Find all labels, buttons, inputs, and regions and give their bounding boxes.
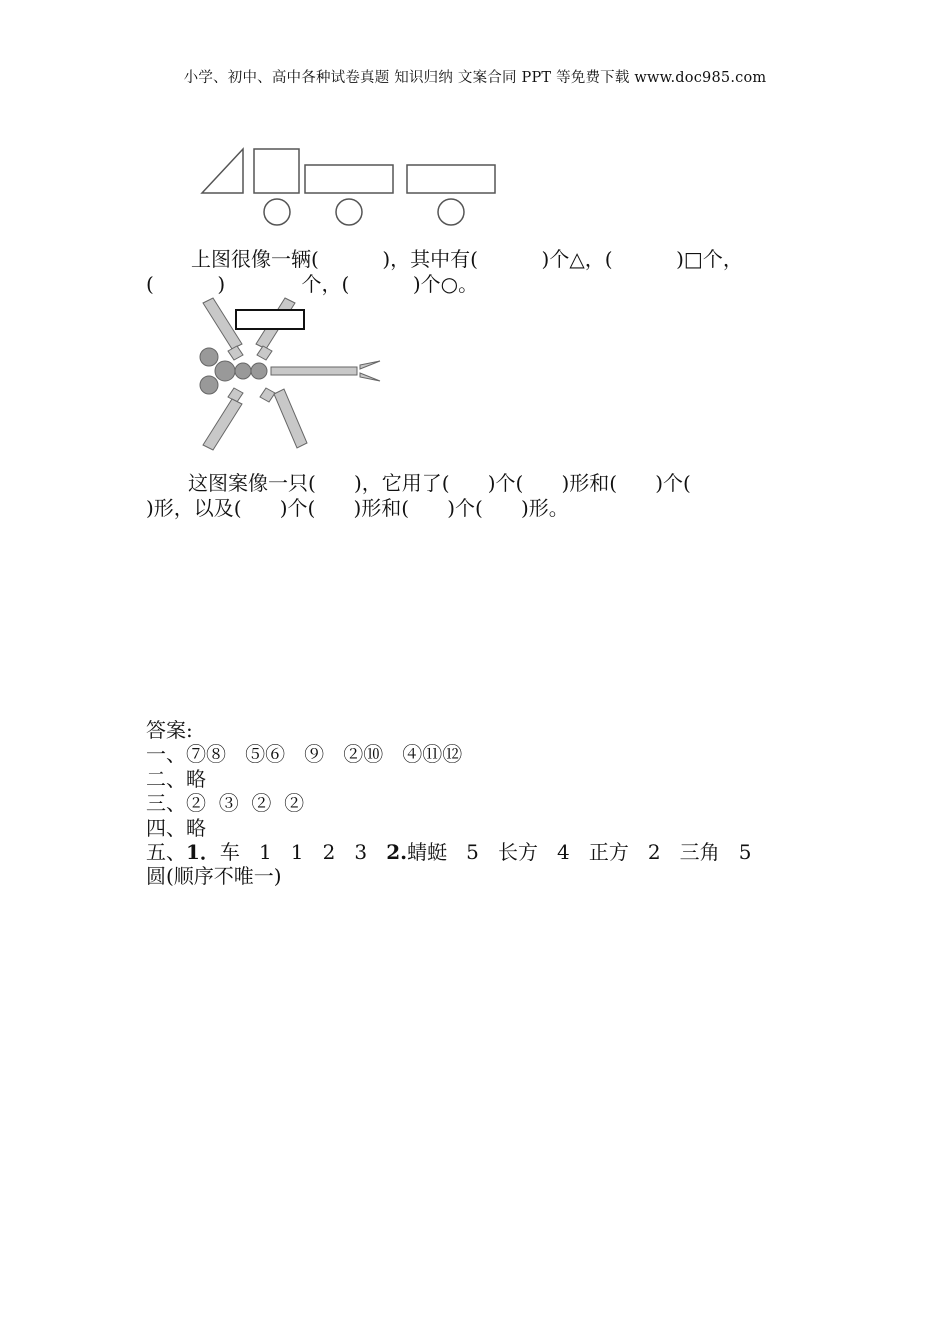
dragonfly-figure bbox=[190, 295, 390, 455]
wing-square-lower-right bbox=[260, 388, 275, 402]
answer-part-2-label: 2. bbox=[386, 840, 408, 865]
answer-row-5 bbox=[146, 840, 751, 864]
truck-rectangle-1 bbox=[305, 165, 393, 193]
truck-square bbox=[254, 149, 299, 193]
truck-triangle bbox=[202, 149, 243, 193]
tail-triangle-top bbox=[360, 361, 380, 369]
eye-circle-top bbox=[200, 348, 218, 366]
wing-rect-lower-left-long bbox=[203, 399, 242, 450]
answer-row-1: 一、⑦⑧ ⑤⑥ ⑨ ②⑩ ④⑪⑫ bbox=[146, 742, 463, 767]
wing-square-upper-right bbox=[257, 346, 272, 360]
tail-rectangle bbox=[271, 367, 357, 375]
answer-part-1-text: 车 1 1 2 3 bbox=[219, 840, 387, 865]
answer-section bbox=[146, 718, 751, 889]
truck-figure bbox=[195, 142, 505, 232]
answer-row-4: 四、略 bbox=[146, 815, 206, 840]
truck-question-line-1: 上图很像一辆( )，其中有( )个△，( )□个， bbox=[191, 247, 743, 271]
wing-rect-lower-right-long bbox=[274, 389, 307, 448]
truck-rectangle-2 bbox=[407, 165, 495, 193]
answer-row-6: 圆(顺序不唯一) bbox=[146, 864, 282, 889]
dragonfly-question-line-2: )形，以及( )个( )形和( )个( )形。 bbox=[146, 496, 569, 520]
answer-row-2: 二、略 bbox=[146, 766, 206, 791]
answer-part-2-text: 蜻蜓 5 长方 4 正方 2 三角 5 bbox=[407, 840, 752, 865]
body-circle-3 bbox=[251, 363, 267, 379]
body-circle-1 bbox=[215, 361, 235, 381]
truck-wheel-1 bbox=[264, 199, 290, 225]
page-header: 小学、初中、高中各种试卷真题 知识归纳 文案合同 PPT 等免费下载 www.doc985.com bbox=[183, 70, 767, 86]
eye-circle-bottom bbox=[200, 376, 218, 394]
answer-row-5-prefix: 五、 bbox=[146, 840, 186, 865]
wing-square-upper-left bbox=[228, 346, 243, 360]
truck-wheel-3 bbox=[438, 199, 464, 225]
answer-part-1-label: 1． bbox=[186, 840, 220, 865]
body-circle-2 bbox=[235, 363, 251, 379]
tail-triangle-bottom bbox=[360, 373, 380, 381]
answer-row-3: 三、② ③ ② ② bbox=[146, 791, 305, 816]
truck-wheel-2 bbox=[336, 199, 362, 225]
outlined-rectangle bbox=[236, 310, 304, 329]
answer-title: 答案: bbox=[146, 718, 193, 742]
dragonfly-question-line-1: 这图案像一只( )，它用了( )个( )形和( )个( bbox=[188, 471, 691, 495]
truck-question-line-2: ( ) 个，( )个○。 bbox=[146, 272, 479, 296]
wing-square-lower-left bbox=[228, 388, 243, 402]
